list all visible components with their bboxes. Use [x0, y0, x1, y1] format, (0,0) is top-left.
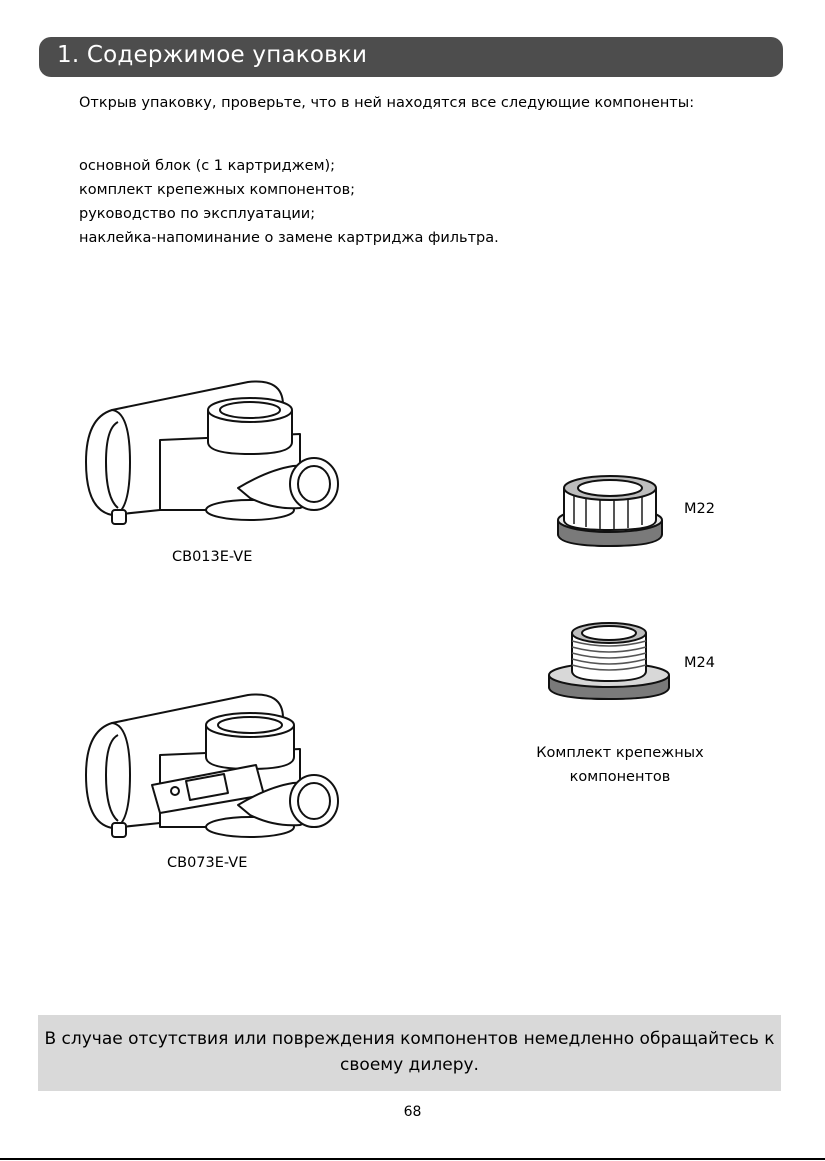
section-header-bar [39, 37, 783, 77]
adapter-nut-icon [550, 472, 670, 552]
adapter-thread-icon [544, 615, 674, 705]
intro-text: Открыв упаковку, проверьте, что в ней находятся все следующие компоненты: [79, 95, 695, 111]
unit-caption-cb073e: CB073E-VE [167, 855, 248, 871]
notice-line: своему дилеру. [340, 1055, 479, 1075]
faucet-filter-display-icon [78, 683, 348, 853]
notice-box [38, 1015, 781, 1091]
list-item: руководство по эксплуатации; [79, 206, 316, 222]
kit-caption-line: компонентов [569, 769, 671, 785]
section-title: 1. Содержимое упаковки [57, 42, 368, 68]
list-item: комплект крепежных компонентов; [79, 182, 356, 198]
adapter-label-m24: M24 [684, 655, 715, 671]
contents-list [79, 154, 499, 250]
footer-divider [0, 1158, 825, 1160]
list-item: основной блок (с 1 картриджем); [79, 158, 336, 174]
adapter-label-m22: M22 [684, 501, 715, 517]
unit-caption-cb013e: CB013E-VE [172, 549, 253, 565]
notice-line: В случае отсутствия или повреждения компонентов немедленно обращайтесь к [44, 1029, 775, 1049]
mounting-kit-caption [500, 741, 740, 789]
list-item: наклейка-напоминание о замене картриджа фильтра. [79, 230, 499, 246]
faucet-filter-icon [78, 370, 348, 535]
page-number: 68 [403, 1104, 422, 1120]
kit-caption-line: Комплект крепежных [536, 745, 704, 761]
